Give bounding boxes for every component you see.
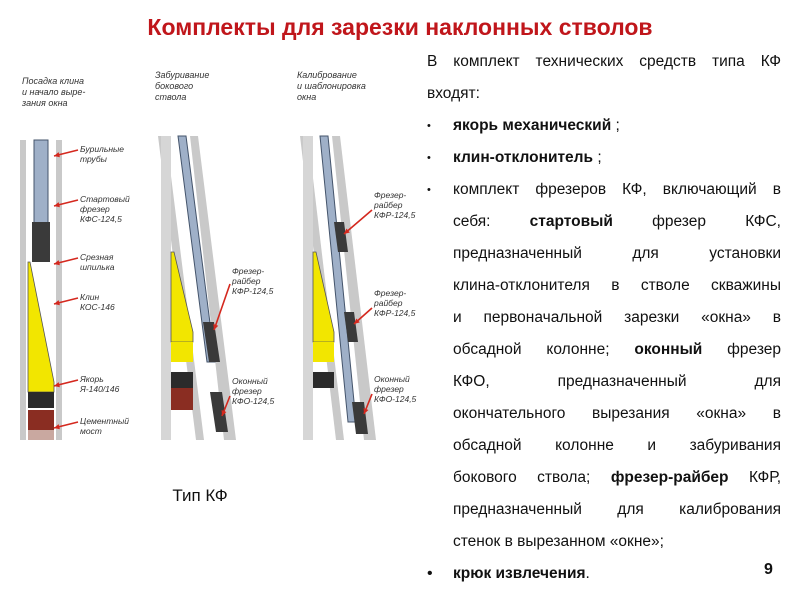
item-bold-text: клин-отклонитель (453, 149, 594, 166)
casing-string (161, 136, 171, 440)
list-item-hook (427, 558, 781, 590)
description-text (427, 46, 781, 590)
callout-label: Клин КОС-146 (80, 292, 115, 312)
item-bold-text: крюк извлечения (453, 565, 586, 582)
slide-title: Комплекты для зарезки наклонных стволов (147, 14, 653, 40)
item-text: ; (593, 149, 602, 166)
item-line: стенок в вырезанном «окне»; (453, 533, 664, 550)
list-item-mill-set (427, 174, 781, 558)
item-text: обсадной колонне; (453, 341, 635, 358)
callout-label: Оконный фрезер КФО-124,5 (374, 374, 417, 404)
anchor-body (171, 372, 193, 388)
list-item-anchor (427, 110, 781, 142)
item-bold-text: якорь механический (453, 117, 612, 134)
callout-label: Цементный мост (80, 416, 129, 436)
panel-heading: Посадка клина и начало выре-зания окна (22, 76, 86, 108)
item-text-group (530, 213, 781, 230)
page-number: 9 (764, 561, 773, 578)
item-line: обсадной колонне и забуривания (453, 437, 781, 454)
item-text: ; (611, 117, 620, 134)
cement-bridge (28, 430, 54, 440)
anchor-body (313, 372, 334, 388)
callout-label: Бурильные трубы (80, 144, 124, 164)
item-line: клина-отклонителя в стволе скважины (453, 277, 781, 294)
item-line (453, 462, 781, 494)
item-line: предназначенный для калибрования (453, 501, 781, 518)
bullet-icon: • (427, 184, 431, 196)
item-line: предназначенный для установки (453, 245, 781, 262)
cement-plug (171, 388, 193, 410)
item-line: комплект фрезеров КФ, включающий в (453, 181, 781, 198)
intro-line: входят: (427, 85, 480, 102)
starter-mill (32, 222, 50, 262)
figure-caption: Тип КФ (172, 486, 228, 505)
casing-string (303, 136, 313, 440)
item-text: . (585, 565, 590, 582)
callout-label: Якорь Я-140/146 (80, 374, 120, 394)
intro-line: В комплект технических средств типа КФ (427, 53, 781, 70)
anchor-body (28, 392, 54, 408)
callout-label: Стартовый фрезер КФС-124,5 (80, 194, 130, 224)
item-bold-text: стартовый (529, 213, 613, 230)
whipstock-base (313, 342, 334, 362)
kf-kit-diagram-svg (18, 62, 418, 460)
bullet-icon: • (427, 152, 431, 164)
list-item-whipstock (427, 142, 781, 174)
kf-kit-illustration (18, 62, 418, 460)
item-bold-text: оконный (634, 341, 703, 358)
item-text: фрезер (702, 341, 781, 358)
bullet-icon: • (427, 120, 431, 132)
item-text: себя: (453, 213, 491, 230)
item-line: КФО, предназначенный для (453, 373, 781, 390)
item-line: и первоначальной зарезки «окна» в (453, 309, 781, 326)
callout-label: Фрезер-райбер КФР-124,5 (374, 288, 416, 318)
panel-heading: Забуривание бокового ствола (155, 70, 210, 102)
callout-label: Фрезер-райбер КФР-124,5 (232, 266, 274, 296)
item-line (453, 206, 781, 238)
item-line (453, 334, 781, 366)
intro-paragraph (427, 46, 781, 110)
item-bold-text: фрезер-райбер (610, 469, 729, 486)
callout-label: Оконный фрезер КФО-124,5 (232, 376, 275, 406)
item-text: бокового ствола; (453, 469, 611, 486)
bullet-icon: • (427, 565, 433, 582)
cement-plug (28, 410, 54, 430)
item-text: фрезер КФС, (612, 213, 781, 230)
item-line: окончательного вырезания «окна» в (453, 405, 781, 422)
callout-label: Фрезер-райбер КФР-124,5 (374, 190, 416, 220)
whipstock-base (171, 342, 193, 362)
item-text: КФР, (728, 469, 781, 486)
panel-heading: Калибрование и шаблонировка окна (297, 70, 366, 102)
callout-label: Срезная шпилька (80, 252, 115, 272)
